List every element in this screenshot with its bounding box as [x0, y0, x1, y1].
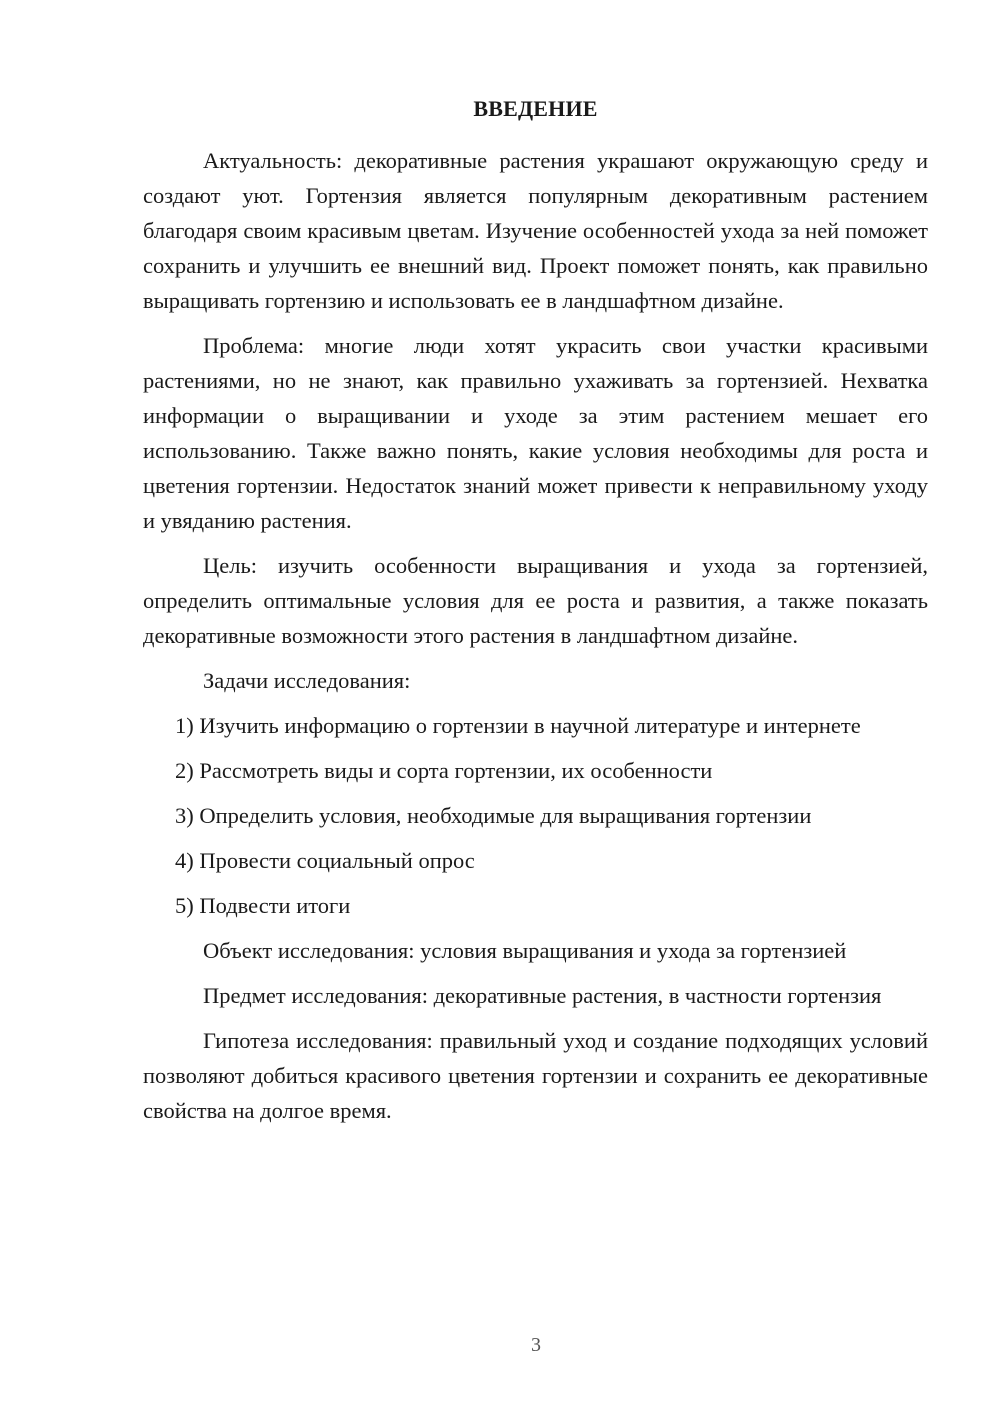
task-item-3: 3) Определить условия, необходимые для выращивания гортензии [175, 803, 812, 828]
tasks-heading: Задачи исследования: [203, 668, 411, 693]
page-heading: ВВЕДЕНИЕ [473, 96, 598, 121]
task-item-4: 4) Провести социальный опрос [175, 848, 475, 873]
task-item-1: 1) Изучить информацию о гортензии в научной литературе и интернете [175, 713, 861, 738]
hypothesis-paragraph: Гипотеза исследования: правильный уход и создание подходящих условий позволяют добиться красивого цветения гортензии и сохранить ее декоративные свойства на долгое время. [143, 1028, 928, 1123]
goal-paragraph: Цель: изучить особенности выращивания и ухода за гортензией, определить оптимальные условия для ее роста и развития, а также показать декоративные возможности этого растения в ландшафтном дизайне. [143, 553, 928, 648]
task-item-5: 5) Подвести итоги [175, 893, 351, 918]
subject-paragraph: Предмет исследования: декоративные растения, в частности гортензия [203, 983, 882, 1008]
problem-paragraph: Проблема: многие люди хотят украсить свои участки красивыми растениями, но не знают, как правильно ухаживать за гортензией. Нехватка информации о выращивании и уходе за этим растением мешает его использованию. Также важно понять, какие условия необходимы для роста и цветения гортензии. Недостаток знаний может привести к неправильному уходу и увяданию растения. [143, 333, 928, 533]
object-paragraph: Объект исследования: условия выращивания и ухода за гортензией [203, 938, 847, 963]
page-number: 3 [531, 1334, 541, 1356]
relevance-paragraph: Актуальность: декоративные растения украшают окружающую среду и создают уют. Гортензия является популярным декоративным растением благодаря своим красивым цветам. Изучение особенностей ухода за ней поможет сохранить и улучшить ее внешний вид. Проект поможет понять, как правильно выращивать гортензию и использовать ее в ландшафтном дизайне. [143, 148, 928, 313]
task-item-2: 2) Рассмотреть виды и сорта гортензии, их особенности [175, 758, 713, 783]
document-body [143, 143, 928, 1138]
